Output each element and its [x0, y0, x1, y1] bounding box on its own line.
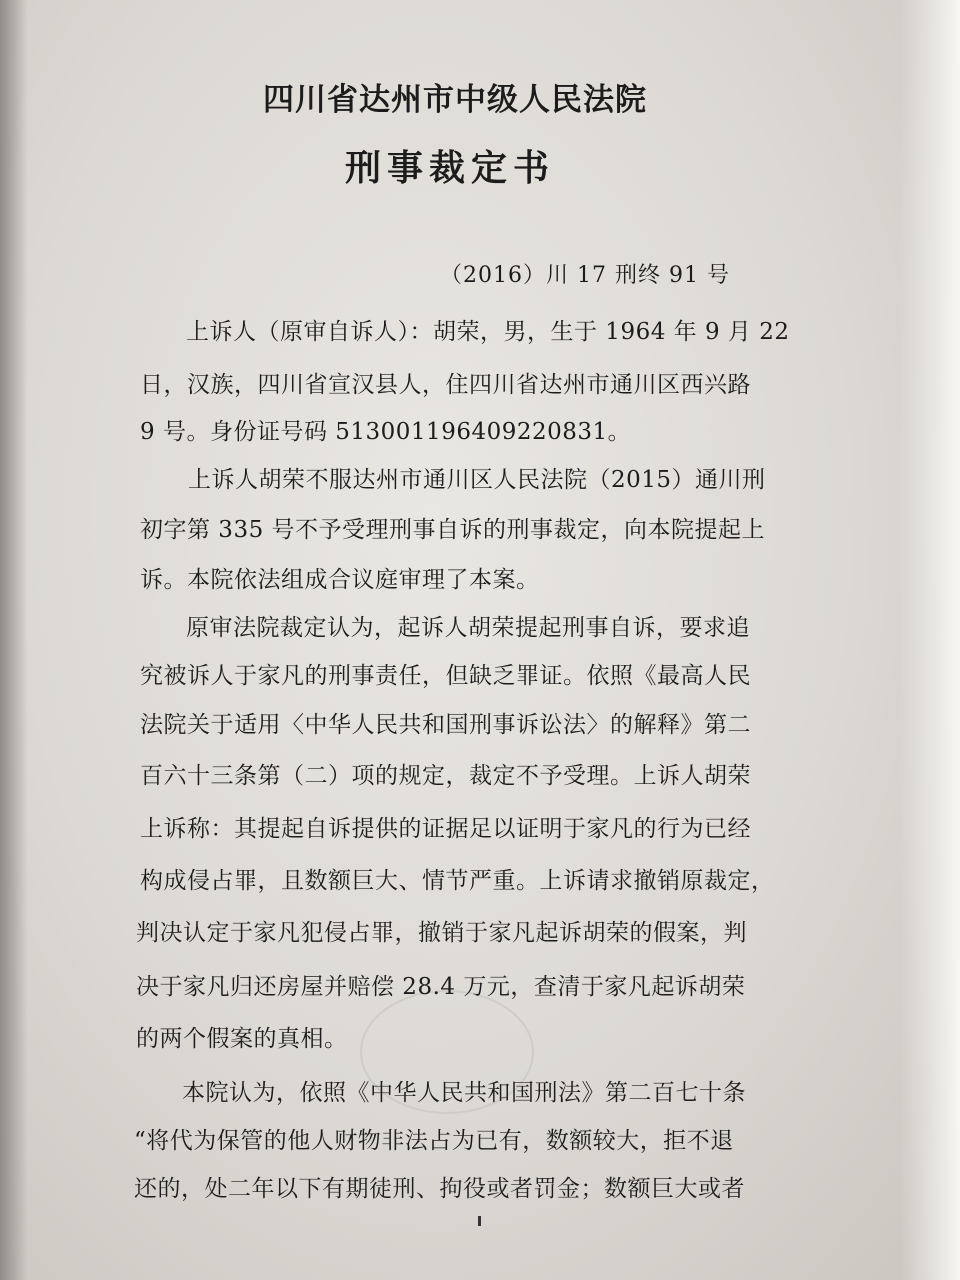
text-line: 决于家凡归还房屋并赔偿 28.4 万元，查清于家凡起诉胡荣: [136, 974, 746, 1000]
text-line: 究被诉人于家凡的刑事责任，但缺乏罪证。依照《最高人民: [140, 663, 751, 689]
text-line: 的两个假案的真相。: [136, 1026, 348, 1052]
text-line: 上诉人胡荣不服达州市通川区人民法院（2015）通川刑: [188, 467, 766, 493]
text-line: 构成侵占罪，且数额巨大、情节严重。上诉请求撤销原裁定，: [140, 868, 775, 894]
document-type-title: 刑事裁定书: [344, 148, 555, 189]
text-line: 上诉人（原审自诉人）：胡荣，男，生于 1964 年 9 月 22: [186, 319, 790, 345]
text-line: “将代为保管的他人财物非法占为已有，数额较大，拒不退: [134, 1128, 734, 1154]
text-line: 上诉称：其提起自诉提供的证据足以证明于家凡的行为已经: [140, 816, 751, 842]
text-line: 原审法院裁定认为，起诉人胡荣提起刑事自诉，要求追: [186, 615, 750, 641]
text-line: 本院认为，依照《中华人民共和国刑法》第二百七十条: [182, 1080, 746, 1106]
text-line: 初字第 335 号不予受理刑事自诉的刑事裁定，向本院提起上: [140, 517, 766, 543]
text-line: 法院关于适用〈中华人民共和国刑事诉讼法〉的解释》第二: [140, 712, 751, 738]
text-line: 日，汉族，四川省宣汉县人，住四川省达州市通川区西兴路: [140, 372, 751, 398]
text-line: 百六十三条第（二）项的规定，裁定不予受理。上诉人胡荣: [140, 763, 751, 789]
page-mark: [478, 1216, 481, 1226]
text-line: 判决认定于家凡犯侵占罪，撤销于家凡起诉胡荣的假案，判: [136, 920, 747, 946]
text-line: 还的，处二年以下有期徒刑、拘役或者罚金；数额巨大或者: [134, 1176, 745, 1202]
case-number: （2016）川 17 刑终 91 号: [440, 263, 730, 288]
text-line: 诉。本院依法组成合议庭审理了本案。: [140, 567, 540, 593]
court-name: 四川省达州市中级人民法院: [263, 82, 647, 118]
text-line: 9 号。身份证号码 513001196409220831。: [140, 419, 632, 445]
